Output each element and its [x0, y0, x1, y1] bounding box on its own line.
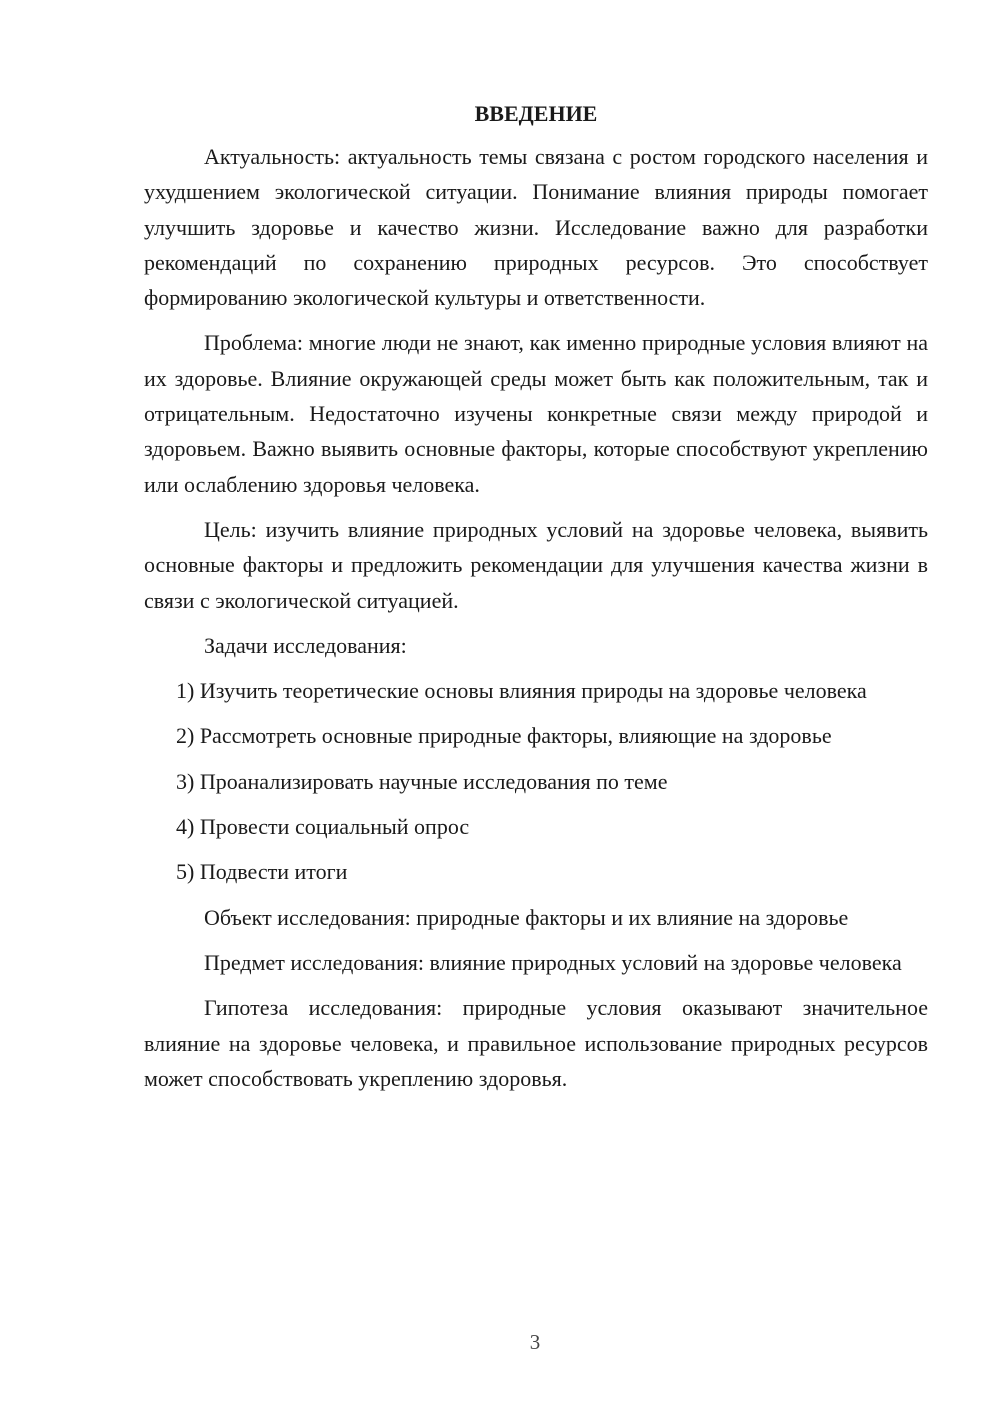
tasks-heading: Задачи исследования:: [204, 632, 407, 658]
task-item-2: 2) Рассмотреть основные природные факторы, влияющие на здоровье: [176, 723, 832, 749]
goal-paragraph: Цель: изучить влияние природных условий на здоровье человека, выявить основные факторы и предложить рекомендации для улучшения качества жизни в связи с экологической ситуацией.: [144, 516, 928, 613]
problem-paragraph: Проблема: многие люди не знают, как именно природные условия влияют на их здоровье. Влияние окружающей среды может быть как положительным, так и отрицательным. Недостаточно изучены конкретные связи между природой и здоровьем. Важно выявить основные факторы, которые способствуют укреплению или ослаблению здоровья человека.: [144, 330, 928, 497]
section-title: ВВЕДЕНИЕ: [474, 101, 598, 126]
subject-paragraph: Предмет исследования: влияние природных условий на здоровье человека: [204, 949, 902, 975]
tasks-list: [144, 673, 928, 889]
relevance-paragraph: Актуальность: актуальность темы связана с ростом городского населения и ухудшением экологической ситуации. Понимание влияния природы помогает улучшить здоровье и качество жизни. Исследование важно для разработки рекомендаций по сохранению природных ресурсов. Это способствует формированию экологической культуры и ответственности.: [144, 144, 928, 311]
page-content: [144, 96, 928, 1106]
hypothesis-paragraph: Гипотеза исследования: природные условия оказывают значительное влияние на здоровье человека, и правильное использование природных ресурсов может способствовать укреплению здоровья.: [144, 995, 928, 1091]
task-item-4: 4) Провести социальный опрос: [176, 814, 470, 840]
task-item-1: 1) Изучить теоретические основы влияния природы на здоровье человека: [176, 678, 867, 704]
object-paragraph: Объект исследования: природные факторы и их влияние на здоровье: [204, 904, 849, 930]
task-item-3: 3) Проанализировать научные исследования по теме: [176, 768, 668, 794]
task-item-5: 5) Подвести итоги: [176, 859, 348, 885]
page-number: 3: [529, 1330, 541, 1354]
